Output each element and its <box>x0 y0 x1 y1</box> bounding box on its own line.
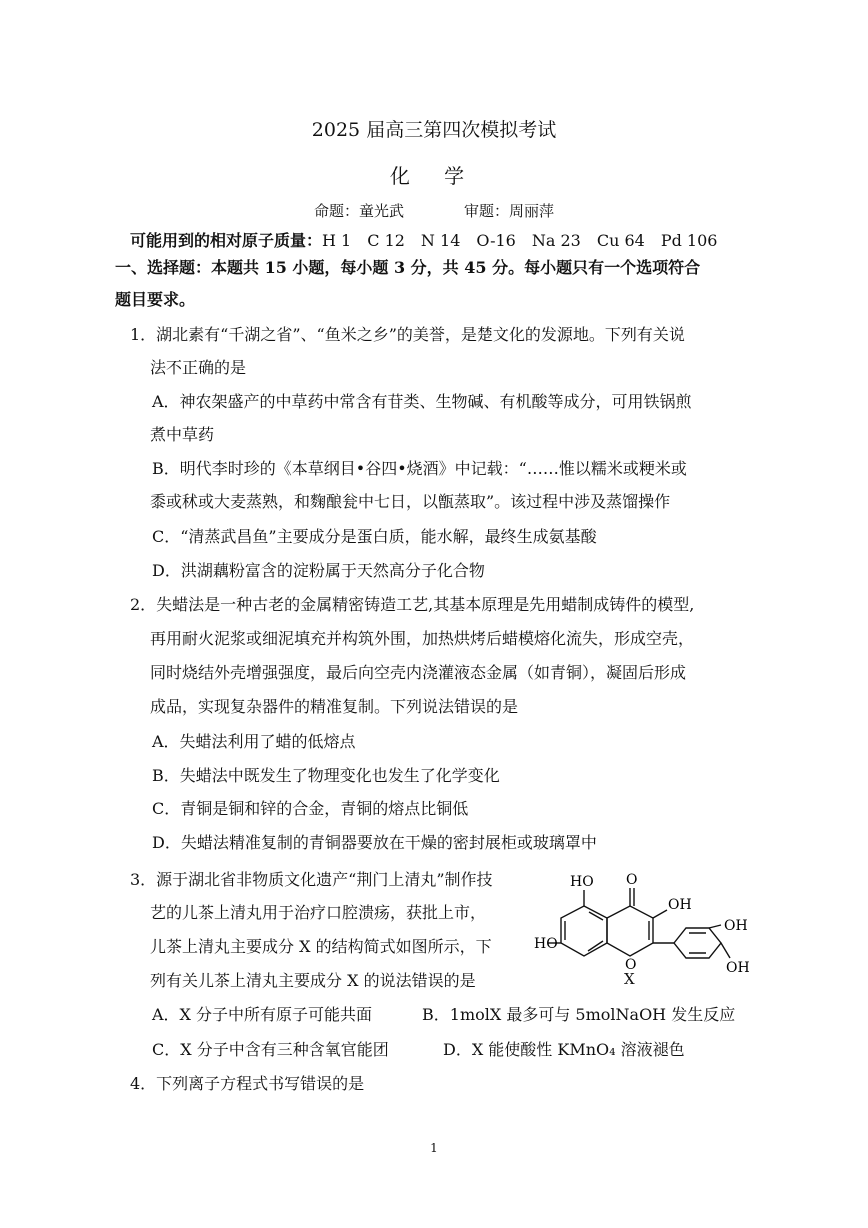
q1-stem: 1．湖北素有“千湖之省”、“鱼米之乡”的美誉，是楚文化的发源地。下列有关说 <box>130 325 685 344</box>
section-heading-line1: 一、选择题：本题共 15 小题，每小题 3 分，共 45 分。每小题只有一个选项符合 <box>115 258 701 277</box>
q2-option-b: B．失蜡法中既发生了物理变化也发生了化学变化 <box>152 766 500 785</box>
q2-stem-cont1: 再用耐火泥浆或细泥填充并构筑外围，加热烘烤后蜡模熔化流失，形成空壳， <box>150 629 695 648</box>
exam-title: 2025 届高三第四次模拟考试 <box>311 119 557 141</box>
q3-option-b: B．1molX 最多可与 5molNaOH 发生反应 <box>422 1005 736 1024</box>
q1-option-a: A．神农架盛产的中草药中常含有苷类、生物碱、有机酸等成分，可用铁锅煎 <box>152 392 692 411</box>
atomic-mass-item: C 12 <box>367 231 405 250</box>
q3-option-d: D．X 能使酸性 KMnO₄ 溶液褪色 <box>443 1040 685 1059</box>
q4-stem: 4．下列离子方程式书写错误的是 <box>130 1074 365 1093</box>
q1-option-d: D．洪湖藕粉富含的淀粉属于天然高分子化合物 <box>152 561 485 580</box>
atomic-masses <box>130 228 717 251</box>
section-heading-line2: 题目要求。 <box>115 290 196 309</box>
subject-title: 化 学 <box>389 164 479 188</box>
author-line <box>0 200 868 221</box>
q1-option-c: C．“清蒸武昌鱼”主要成分是蛋白质，能水解，最终生成氨基酸 <box>152 527 597 546</box>
q2-stem: 2．失蜡法是一种古老的金属精密铸造工艺,其基本原理是先用蜡制成铸件的模型, <box>130 595 695 614</box>
q3-stem-cont3: 列有关儿茶上清丸主要成分 X 的说法错误的是 <box>150 971 476 990</box>
figure-label: X <box>624 970 635 988</box>
group-label: HO <box>570 874 594 890</box>
q3-stem: 3．源于湖北省非物质文化遗产“荆门上清丸”制作技 <box>130 870 493 889</box>
atomic-mass-item: H 1 <box>322 231 352 250</box>
atomic-mass-item: O-16 <box>476 231 516 250</box>
atomic-masses-label: 可能用到的相对原子质量： <box>130 231 323 250</box>
q2-stem-cont2: 同时烧结外壳增强强度，最后向空壳内浇灌液态金属（如青铜），凝固后形成 <box>150 663 687 682</box>
q1-option-a-cont: 煮中草药 <box>150 425 215 444</box>
group-label: O <box>625 957 637 973</box>
atomic-mass-item: Na 23 <box>531 231 581 250</box>
reviewer-label: 审题：周丽萍 <box>464 202 555 220</box>
group-label: OH <box>726 960 750 976</box>
author-label: 命题：童光武 <box>313 202 404 220</box>
q3-stem-cont1: 艺的儿茶上清丸用于治疗口腔溃疡，获批上市， <box>150 903 487 922</box>
q2-option-c: C．青铜是铜和锌的合金，青铜的熔点比铜低 <box>152 799 469 818</box>
atomic-mass-item: N 14 <box>420 231 461 250</box>
q3-stem-cont2: 儿茶上清丸主要成分 X 的结构简式如图所示，下 <box>150 937 492 956</box>
q3-option-c: C．X 分子中含有三种含氧官能团 <box>152 1040 389 1059</box>
group-label: OH <box>724 918 748 934</box>
q1-option-b-cont: 黍或秫或大麦蒸熟，和麴酿瓮中七日，以甑蒸取”。该过程中涉及蒸馏操作 <box>150 492 671 511</box>
molecule-structure-diagram <box>534 868 764 998</box>
q3-option-a: A．X 分子中所有原子可能共面 <box>152 1005 373 1024</box>
structure-figure <box>534 868 764 998</box>
group-label: O <box>626 872 638 888</box>
atomic-mass-item: Cu 64 <box>596 231 645 250</box>
group-label: HO <box>534 936 558 952</box>
group-label: OH <box>668 897 692 913</box>
q1-stem-cont: 法不正确的是 <box>150 358 247 377</box>
q2-option-d: D．失蜡法精准复制的青铜器要放在干燥的密封展柜或玻璃罩中 <box>152 833 597 852</box>
page-number: 1 <box>430 1141 438 1155</box>
q2-stem-cont3: 成品，实现复杂器件的精准复制。下列说法错误的是 <box>150 697 519 716</box>
atomic-mass-item: Pd 106 <box>660 231 718 250</box>
q1-option-b: B．明代李时珍的《本草纲目•谷四•烧酒》中记载：“……惟以糯米或粳米或 <box>152 459 687 478</box>
q2-option-a: A．失蜡法利用了蜡的低熔点 <box>152 732 356 751</box>
